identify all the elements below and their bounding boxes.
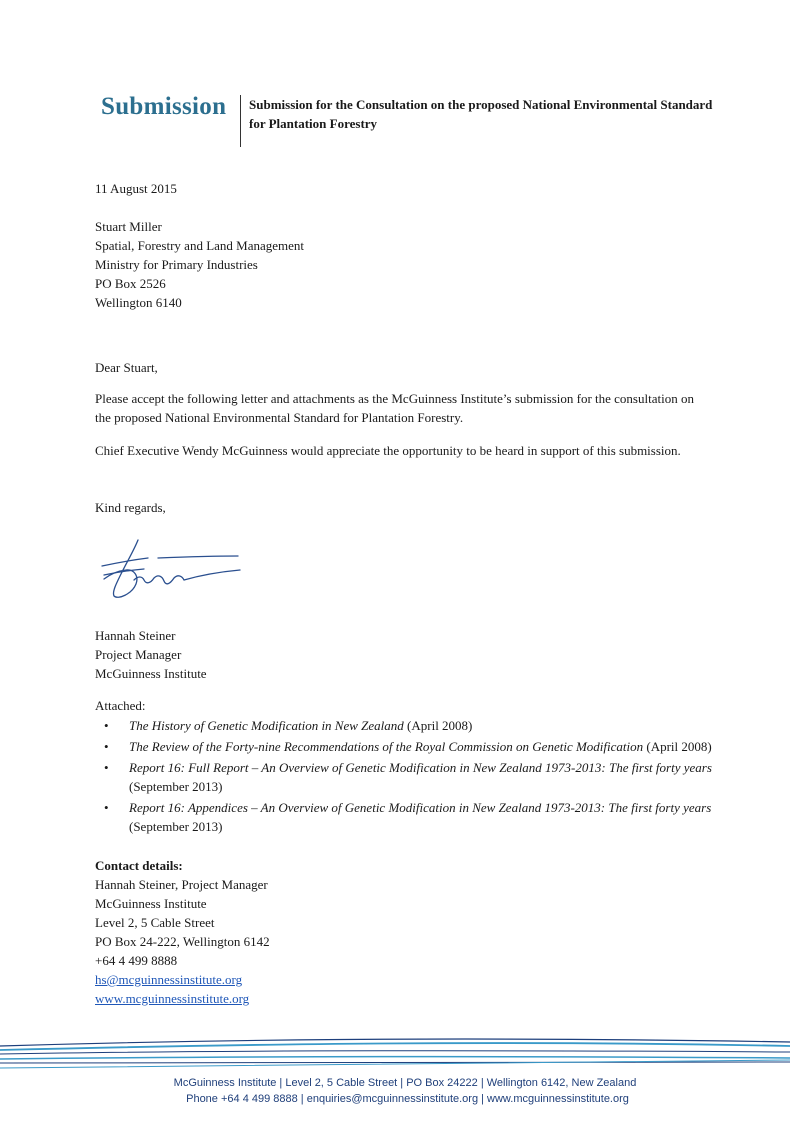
signature-icon: [98, 536, 243, 602]
bullet-icon: •: [104, 718, 109, 733]
recipient-department: Spatial, Forestry and Land Management: [95, 238, 305, 253]
contact-name: Hannah Steiner, Project Manager: [95, 877, 268, 892]
body-paragraph: Please accept the following letter and attachments as the McGuinness Institute’s submission for the consultation on the proposed National Environmental Standard for Plantation Forestry.: [95, 391, 694, 425]
signer-organisation: McGuinness Institute: [95, 666, 207, 681]
contact-po-box: PO Box 24-222, Wellington 6142: [95, 934, 270, 949]
submission-heading: Submission: [101, 93, 227, 120]
footer-contact-line: Phone +64 4 499 8888 | enquiries@mcguinnessinstitute.org | www.mcguinnessinstitute.org: [186, 1093, 629, 1105]
website-link[interactable]: www.mcguinnessinstitute.org: [95, 991, 250, 1006]
attachments-list: [95, 716, 715, 838]
footer-wave-lines: [0, 1028, 790, 1078]
bullet-icon: •: [104, 739, 109, 754]
document-title: Submission for the Consultation on the proposed National Environmental Standard for Plantation Forestry: [249, 97, 713, 131]
contact-phone: +64 4 499 8888: [95, 953, 178, 968]
attachment-date: (September 2013): [129, 779, 223, 794]
recipient-ministry: Ministry for Primary Industries: [95, 257, 258, 272]
greeting: Dear Stuart,: [95, 360, 158, 375]
letter-date: 11 August 2015: [95, 181, 177, 196]
recipient-address: [95, 217, 304, 312]
recipient-city: Wellington 6140: [95, 295, 182, 310]
contact-details: [95, 856, 270, 1008]
attachment-title: The Review of the Forty-nine Recommendations of the Royal Commission on Genetic Modification: [129, 739, 644, 754]
attachment-title: Report 16: Appendices – An Overview of Genetic Modification in New Zealand 1973-2013: The first forty years: [129, 800, 712, 815]
email-link[interactable]: hs@mcguinnessinstitute.org: [95, 972, 243, 987]
contact-street: Level 2, 5 Cable Street: [95, 915, 215, 930]
recipient-name: Stuart Miller: [95, 219, 162, 234]
signer-role: Project Manager: [95, 647, 182, 662]
list-item: [95, 798, 715, 836]
attachment-title: Report 16: Full Report – An Overview of Genetic Modification in New Zealand 1973-2013: The first forty years: [129, 760, 712, 775]
footer-address-line: McGuinness Institute | Level 2, 5 Cable Street | PO Box 24222 | Wellington 6142, New Zealand: [173, 1077, 637, 1089]
contact-organisation: McGuinness Institute: [95, 896, 207, 911]
list-item: [95, 737, 715, 756]
body-paragraph: Chief Executive Wendy McGuinness would appreciate the opportunity to be heard in support of this submission.: [95, 443, 681, 458]
bullet-icon: •: [104, 760, 109, 775]
signer-block: [95, 626, 207, 683]
attachment-date: (April 2008): [643, 739, 712, 754]
attachment-title: The History of Genetic Modification in New Zealand: [129, 718, 404, 733]
list-item: [95, 758, 715, 796]
bullet-icon: •: [104, 800, 109, 815]
recipient-po-box: PO Box 2526: [95, 276, 166, 291]
attachment-date: (April 2008): [403, 718, 473, 733]
list-item: [95, 716, 715, 735]
signer-name: Hannah Steiner: [95, 628, 176, 643]
header-divider: [240, 95, 241, 147]
attachments-label: Attached:: [95, 698, 146, 713]
footer: [0, 1075, 790, 1107]
attachment-date: (September 2013): [129, 819, 223, 834]
contact-heading: Contact details:: [95, 858, 183, 873]
closing: Kind regards,: [95, 500, 166, 515]
